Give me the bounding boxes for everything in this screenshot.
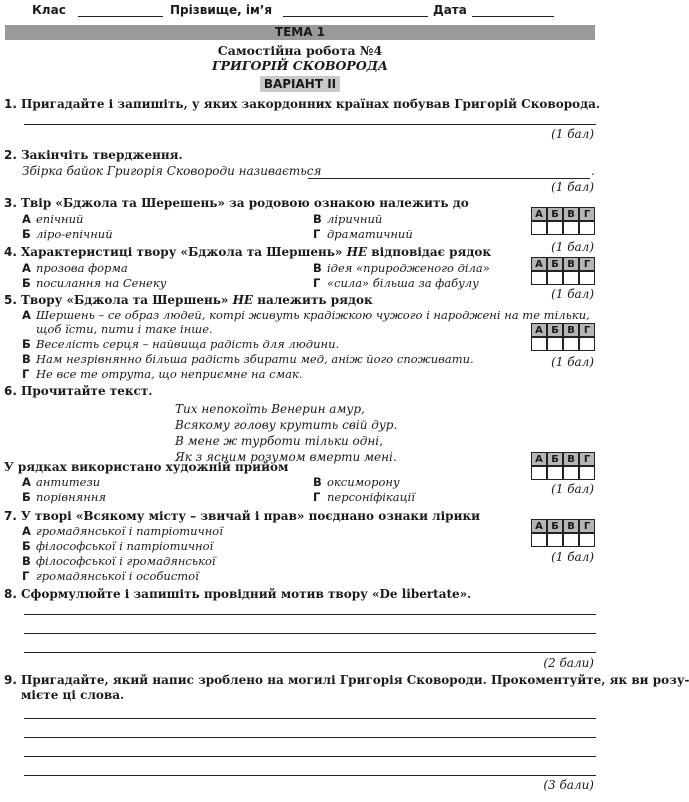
option-b[interactable]: Б філософської і патріотичної bbox=[22, 539, 214, 553]
grid-letter: Г bbox=[579, 257, 595, 271]
grid-letter: А bbox=[531, 452, 547, 466]
score-label: (3 бали) bbox=[543, 778, 594, 792]
answer-line[interactable] bbox=[24, 756, 596, 757]
option-g[interactable]: Г драматичний bbox=[313, 227, 413, 241]
option-v[interactable]: В філософської і громадянської bbox=[22, 554, 216, 568]
grid-answer-box[interactable] bbox=[563, 271, 579, 285]
question-7 bbox=[4, 509, 480, 523]
option-v[interactable]: В Нам незрівнянно більша радість збирати мед, аніж його споживати. bbox=[22, 352, 474, 366]
answer-line[interactable] bbox=[24, 614, 596, 615]
question-4 bbox=[4, 245, 491, 259]
option-b[interactable]: Б ліро-епічний bbox=[22, 227, 113, 241]
grid-letter: Г bbox=[579, 519, 595, 533]
question-text: Сформулюйте і запишіть провідний мотив твору «De libertate». bbox=[21, 587, 472, 601]
poem-line: Як з ясним розумом вмерти мені. bbox=[175, 450, 397, 464]
question-number: 7. bbox=[4, 509, 17, 523]
score-label: (1 бал) bbox=[551, 482, 594, 496]
grid-letter: В bbox=[563, 323, 579, 337]
question-text-end: відповідає рядок bbox=[371, 245, 492, 259]
work-title: Самостійна робота №4 bbox=[217, 43, 383, 58]
grid-letter: Г bbox=[579, 207, 595, 221]
question-number: 6. bbox=[4, 384, 17, 398]
score-label: (1 бал) bbox=[551, 180, 594, 194]
grid-answer-box[interactable] bbox=[579, 466, 595, 480]
variant-badge: ВАРІАНТ II bbox=[260, 76, 340, 92]
question-number: 2. bbox=[4, 148, 17, 162]
question-8 bbox=[4, 587, 471, 601]
answer-line[interactable] bbox=[24, 124, 596, 125]
option-v[interactable]: В ідея «природженого діла» bbox=[313, 261, 490, 275]
negation: НЕ bbox=[232, 293, 254, 307]
question-number: 5. bbox=[4, 293, 17, 307]
grid-letter: Г bbox=[579, 323, 595, 337]
score-label: (1 бал) bbox=[551, 127, 594, 141]
question-prompt: Збірка байок Григорія Сковороди називається bbox=[22, 164, 322, 178]
question-number: 8. bbox=[4, 587, 17, 601]
question-number: 1. bbox=[4, 97, 17, 111]
score-label: (1 бал) bbox=[551, 550, 594, 564]
grid-letter: А bbox=[531, 519, 547, 533]
grid-letter: В bbox=[563, 519, 579, 533]
answer-line[interactable] bbox=[24, 652, 596, 653]
grid-letter: А bbox=[531, 257, 547, 271]
grid-letter: Б bbox=[547, 323, 563, 337]
option-a-cont: щоб їсти, пити і таке інше. bbox=[36, 322, 213, 336]
question-9 bbox=[4, 673, 689, 687]
option-b[interactable]: Б посилання на Сенеку bbox=[22, 276, 167, 290]
class-field[interactable] bbox=[78, 16, 163, 17]
answer-grid[interactable] bbox=[531, 519, 596, 549]
student-header bbox=[0, 0, 600, 22]
grid-letter: Б bbox=[547, 452, 563, 466]
option-g[interactable]: Г «сила» більша за фабулу bbox=[313, 276, 479, 290]
grid-answer-box[interactable] bbox=[531, 221, 547, 235]
question-text: Закінчіть твердження. bbox=[21, 148, 183, 162]
score-label: (1 бал) bbox=[551, 240, 594, 254]
option-b[interactable]: Б Веселість серця – найвища радість для людини. bbox=[22, 337, 340, 351]
question-subprompt: У рядках використано художній прийом bbox=[4, 460, 289, 474]
answer-line[interactable] bbox=[308, 178, 590, 179]
topic-banner: ТЕМА 1 bbox=[5, 25, 595, 40]
grid-letter: В bbox=[563, 207, 579, 221]
poem-line: Тих непокоїть Венерин амур, bbox=[175, 402, 365, 416]
question-number: 4. bbox=[4, 245, 17, 259]
option-a[interactable]: А громадянської і патріотичної bbox=[22, 524, 223, 538]
question-2 bbox=[4, 148, 183, 162]
grid-letter: Б bbox=[547, 519, 563, 533]
answer-grid[interactable] bbox=[531, 207, 596, 237]
answer-grid[interactable] bbox=[531, 257, 596, 287]
score-label: (1 бал) bbox=[551, 355, 594, 369]
author-title: ГРИГОРІЙ СКОВОРОДА bbox=[211, 58, 388, 73]
question-number: 9. bbox=[4, 673, 17, 687]
grid-letter: В bbox=[563, 452, 579, 466]
question-text: Твір «Бджола та Шерешень» за родовою ознакою належить до bbox=[21, 196, 469, 210]
grid-answer-box[interactable] bbox=[531, 466, 547, 480]
question-text: Пригадайте, який напис зроблено на могилі Григорія Сковороди. Прокоментуйте, як ви розу- bbox=[21, 673, 689, 687]
date-label: Дата bbox=[433, 3, 467, 17]
grid-answer-box[interactable] bbox=[547, 466, 563, 480]
grid-letter: А bbox=[531, 207, 547, 221]
grid-answer-box[interactable] bbox=[579, 271, 595, 285]
grid-answer-box[interactable] bbox=[563, 466, 579, 480]
answer-line[interactable] bbox=[24, 718, 596, 719]
grid-letter: В bbox=[563, 257, 579, 271]
grid-answer-box[interactable] bbox=[563, 337, 579, 351]
grid-answer-box[interactable] bbox=[563, 533, 579, 547]
grid-letter: Г bbox=[579, 452, 595, 466]
question-3 bbox=[4, 196, 469, 210]
option-a[interactable]: А прозова форма bbox=[22, 261, 128, 275]
answer-line[interactable] bbox=[24, 737, 596, 738]
question-text-end: належить рядок bbox=[257, 293, 373, 307]
question-text: У творі «Всякому місту – звичай і прав» поєднано ознаки лірики bbox=[21, 509, 481, 523]
question-number: 3. bbox=[4, 196, 17, 210]
answer-grid[interactable] bbox=[531, 323, 596, 353]
grid-letter: Б bbox=[547, 207, 563, 221]
grid-letter: Б bbox=[547, 257, 563, 271]
option-g[interactable]: Г Не все те отрута, що неприємне на смак. bbox=[22, 367, 303, 381]
answer-grid[interactable] bbox=[531, 452, 596, 482]
question-6 bbox=[4, 384, 152, 398]
grid-answer-box[interactable] bbox=[547, 271, 563, 285]
question-5 bbox=[4, 293, 373, 307]
grid-answer-box[interactable] bbox=[547, 221, 563, 235]
score-label: (2 бали) bbox=[543, 656, 594, 670]
option-b[interactable]: Б порівняння bbox=[22, 490, 107, 504]
question-text-cont: мієте ці слова. bbox=[21, 688, 125, 702]
option-g[interactable]: Г персоніфікації bbox=[313, 490, 415, 504]
grid-answer-box[interactable] bbox=[531, 533, 547, 547]
option-a[interactable]: А Шершень – се образ людей, котрі живуть крадіжкою чужого і народжені на те тільки, bbox=[22, 308, 590, 322]
answer-line[interactable] bbox=[24, 633, 596, 634]
option-a[interactable]: А антитези bbox=[22, 475, 101, 489]
poem-line: В мене ж турботи тільки одні, bbox=[175, 434, 383, 448]
question-1 bbox=[4, 97, 600, 111]
grid-answer-box[interactable] bbox=[531, 337, 547, 351]
answer-line[interactable] bbox=[24, 775, 596, 776]
class-label: Клас bbox=[32, 3, 66, 17]
poem-line: Всякому голову крутить свій дур. bbox=[175, 418, 398, 432]
grid-answer-box[interactable] bbox=[547, 337, 563, 351]
grid-letter: А bbox=[531, 323, 547, 337]
grid-answer-box[interactable] bbox=[579, 221, 595, 235]
question-text: Пригадайте і запишіть, у яких закордонних країнах побував Григорій Сковорода. bbox=[21, 97, 601, 111]
grid-answer-box[interactable] bbox=[579, 533, 595, 547]
option-v[interactable]: В оксиморону bbox=[313, 475, 400, 489]
option-g[interactable]: Г громадянської і особистої bbox=[22, 569, 199, 583]
grid-answer-box[interactable] bbox=[531, 271, 547, 285]
option-v[interactable]: В ліричний bbox=[313, 212, 383, 226]
grid-answer-box[interactable] bbox=[579, 337, 595, 351]
grid-answer-box[interactable] bbox=[547, 533, 563, 547]
question-text: Характеристиці твору «Бджола та Шершень» bbox=[21, 245, 343, 259]
name-label: Прізвище, ім’я bbox=[170, 3, 273, 17]
option-a[interactable]: А епічний bbox=[22, 212, 84, 226]
question-text: Прочитайте текст. bbox=[21, 384, 153, 398]
name-field[interactable] bbox=[283, 16, 428, 17]
prompt-end: . bbox=[591, 164, 595, 178]
negation: НЕ bbox=[346, 245, 368, 259]
grid-answer-box[interactable] bbox=[563, 221, 579, 235]
date-field[interactable] bbox=[472, 16, 554, 17]
question-text: Твору «Бджола та Шершень» bbox=[21, 293, 229, 307]
score-label: (1 бал) bbox=[551, 287, 594, 301]
